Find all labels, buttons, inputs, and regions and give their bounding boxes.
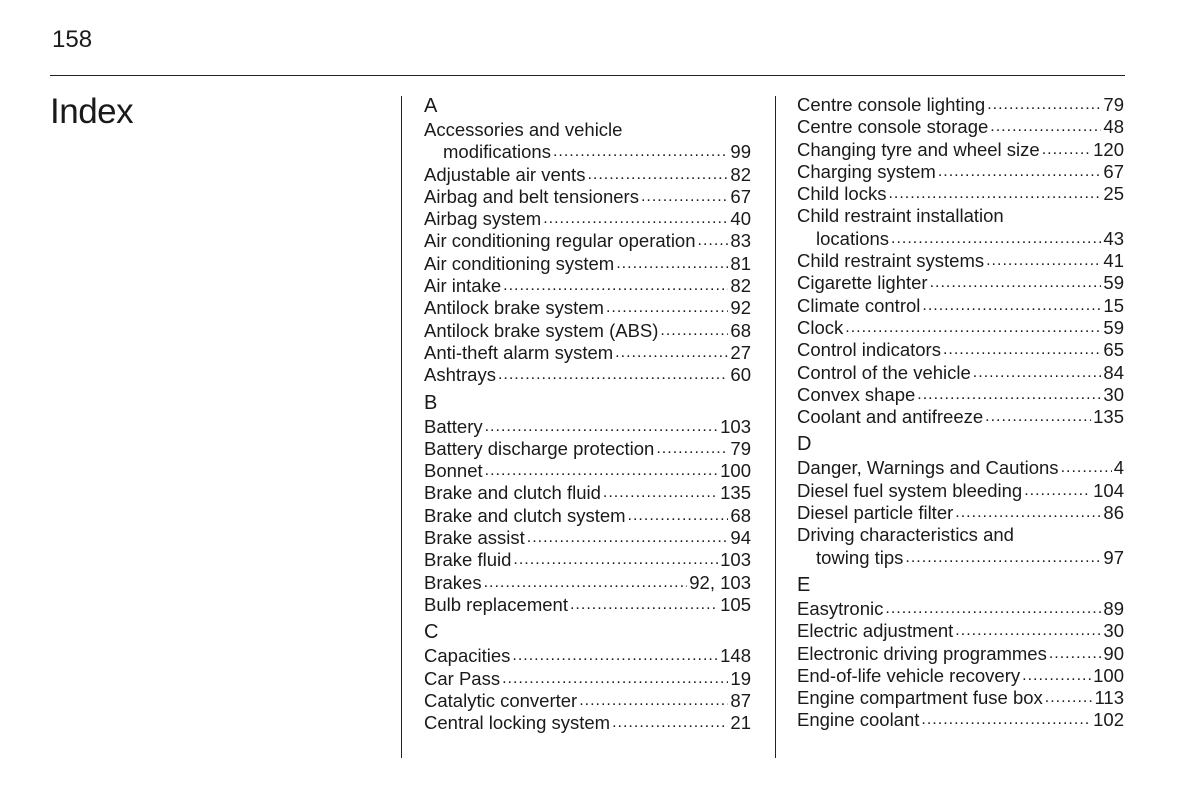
column-divider-right	[775, 96, 776, 758]
index-entry	[424, 141, 751, 163]
entry-label: Electronic driving programmes	[797, 642, 1047, 664]
index-entry	[797, 665, 1124, 687]
entry-label: Child locks	[797, 183, 887, 205]
entry-label: Control indicators	[797, 339, 941, 361]
index-entry	[424, 482, 751, 504]
entry-page-number: 135	[720, 482, 751, 504]
dot-leader	[485, 460, 718, 482]
entry-label: Battery	[424, 415, 483, 437]
index-entry	[424, 527, 751, 549]
entry-page-number: 99	[730, 141, 751, 163]
dot-leader	[987, 94, 1101, 116]
entry-page-number: 148	[720, 645, 751, 667]
entry-page-number: 87	[730, 689, 751, 711]
index-entry	[424, 645, 751, 667]
index-entry	[797, 547, 1124, 569]
dot-leader	[930, 272, 1102, 294]
entry-page-number: 25	[1103, 183, 1124, 205]
entry-label: Diesel fuel system bleeding	[797, 479, 1023, 501]
entry-page-number: 89	[1103, 597, 1124, 619]
entry-label: Electric adjustment	[797, 620, 954, 642]
dot-leader	[512, 645, 718, 667]
entry-page-number: 82	[730, 275, 751, 297]
entry-page-number: 100	[720, 460, 751, 482]
entry-label: Charging system	[797, 160, 936, 182]
index-entry	[797, 524, 1124, 546]
dot-leader	[628, 505, 729, 527]
entry-page-number: 84	[1103, 361, 1124, 383]
dot-leader	[1061, 457, 1112, 479]
entry-page-number: 68	[730, 504, 751, 526]
entry-page-number: 82	[730, 163, 751, 185]
index-entry	[424, 275, 751, 297]
entry-label: Brakes	[424, 571, 482, 593]
section-letter: D	[797, 433, 812, 456]
index-column-2	[797, 94, 1124, 732]
entry-label: Cigarette lighter	[797, 272, 928, 294]
index-entry	[424, 342, 751, 364]
entry-label: Bonnet	[424, 460, 483, 482]
dot-leader	[616, 253, 728, 275]
index-entry	[424, 253, 751, 275]
entry-page-number: 92, 103	[689, 571, 751, 593]
dot-leader	[498, 364, 728, 386]
entry-page-number: 105	[720, 593, 751, 615]
entry-page-number: 4	[1113, 457, 1124, 479]
dot-leader	[985, 406, 1091, 428]
dot-leader	[698, 230, 729, 252]
dot-leader	[917, 384, 1101, 406]
dot-leader	[603, 482, 718, 504]
entry-label: Danger, Warnings and Cautions	[797, 457, 1059, 479]
dot-leader	[484, 572, 688, 594]
entry-label: Brake and clutch system	[424, 504, 626, 526]
dot-leader	[990, 116, 1101, 138]
entry-page-number: 79	[730, 437, 751, 459]
dot-leader	[1024, 480, 1091, 502]
entry-label: Anti-theft alarm system	[424, 341, 614, 363]
index-entry	[424, 186, 751, 208]
dot-leader	[1049, 643, 1102, 665]
entry-page-number: 65	[1103, 339, 1124, 361]
index-entry	[424, 364, 751, 386]
dot-leader	[1042, 139, 1091, 161]
index-entry	[424, 230, 751, 252]
entry-label: Catalytic converter	[424, 689, 578, 711]
section-letter: C	[424, 621, 439, 644]
dot-leader	[513, 549, 718, 571]
index-entry	[797, 480, 1124, 502]
section-letter: A	[424, 95, 438, 117]
dot-leader	[579, 690, 728, 712]
index-entry	[424, 549, 751, 571]
entry-page-number: 15	[1103, 294, 1124, 316]
dot-leader	[973, 362, 1102, 384]
section-letter: E	[797, 573, 811, 596]
dot-leader	[543, 208, 728, 230]
dot-leader	[905, 547, 1101, 569]
entry-page-number: 97	[1103, 546, 1124, 568]
entry-page-number: 59	[1103, 316, 1124, 338]
entry-label: Changing tyre and wheel size	[797, 138, 1040, 160]
page-number: 158	[52, 26, 93, 53]
entry-page-number: 48	[1103, 116, 1124, 138]
dot-leader	[656, 438, 728, 460]
index-entry	[797, 687, 1124, 709]
index-entry	[797, 362, 1124, 384]
dot-leader	[986, 250, 1101, 272]
entry-label: Clock	[797, 316, 844, 338]
entry-label: Brake and clutch fluid	[424, 482, 601, 504]
index-entry	[797, 457, 1124, 479]
dot-leader	[641, 186, 728, 208]
dot-leader	[503, 275, 728, 297]
entry-page-number: 21	[730, 712, 751, 734]
index-entry	[424, 320, 751, 342]
entry-label: Air intake	[424, 275, 502, 297]
index-entry	[797, 598, 1124, 620]
dot-leader	[955, 620, 1101, 642]
header-rule	[50, 75, 1125, 76]
entry-page-number: 86	[1103, 502, 1124, 524]
index-entry	[797, 295, 1124, 317]
entry-page-number: 81	[730, 252, 751, 274]
dot-leader	[485, 416, 719, 438]
index-entry	[424, 164, 751, 186]
entry-page-number: 103	[720, 549, 751, 571]
index-entry	[797, 406, 1124, 428]
entry-page-number: 90	[1103, 642, 1124, 664]
dot-leader	[1022, 665, 1091, 687]
entry-page-number: 92	[730, 297, 751, 319]
entry-page-number: 103	[720, 415, 751, 437]
column-divider-left	[401, 96, 402, 758]
entry-page-number: 59	[1103, 272, 1124, 294]
entry-page-number: 113	[1094, 687, 1124, 709]
index-entry	[797, 183, 1124, 205]
entry-page-number: 67	[1103, 160, 1124, 182]
entry-label: Ashtrays	[424, 364, 496, 386]
dot-leader	[891, 228, 1101, 250]
dot-leader	[527, 527, 729, 549]
dot-leader	[570, 594, 718, 616]
dot-leader	[660, 320, 728, 342]
entry-label: Accessories and vehicle	[424, 119, 623, 140]
entry-page-number: 40	[730, 208, 751, 230]
entry-label: Centre console storage	[797, 116, 989, 138]
entry-page-number: 60	[730, 364, 751, 386]
entry-page-number: 19	[730, 667, 751, 689]
entry-label: Coolant and antifreeze	[797, 406, 984, 428]
entry-page-number: 67	[730, 185, 751, 207]
entry-page-number: 100	[1093, 664, 1124, 686]
entry-label: Air conditioning regular operation	[424, 230, 696, 252]
entry-label: End-of-life vehicle recovery	[797, 664, 1021, 686]
entry-label: Brake assist	[424, 527, 525, 549]
entry-label: Car Pass	[424, 667, 501, 689]
dot-leader	[606, 297, 728, 319]
entry-label: towing tips	[816, 546, 904, 568]
index-entry	[424, 208, 751, 230]
entry-label: Child restraint systems	[797, 250, 985, 272]
index-entry	[424, 712, 751, 734]
index-entry	[797, 272, 1124, 294]
entry-label: Brake fluid	[424, 549, 512, 571]
entry-label: Bulb replacement	[424, 593, 568, 615]
entry-page-number: 41	[1103, 250, 1124, 272]
dot-leader	[921, 709, 1091, 731]
dot-leader	[553, 141, 728, 163]
entry-label: Capacities	[424, 645, 511, 667]
index-entry	[424, 416, 751, 438]
dot-leader	[888, 183, 1101, 205]
entry-page-number: 79	[1103, 94, 1124, 115]
entry-label: Antilock brake system (ABS)	[424, 319, 659, 341]
index-entry	[424, 690, 751, 712]
dot-leader	[943, 339, 1101, 361]
section-letter: B	[424, 391, 438, 414]
entry-page-number: 102	[1093, 709, 1124, 731]
index-column-1	[424, 94, 751, 734]
index-entry	[797, 228, 1124, 250]
index-entry	[424, 119, 751, 141]
index-entry	[797, 161, 1124, 183]
index-entry	[797, 502, 1124, 524]
index-entry	[424, 438, 751, 460]
dot-leader	[938, 161, 1102, 183]
entry-label: Easytronic	[797, 597, 884, 619]
entry-label: Control of the vehicle	[797, 361, 971, 383]
dot-leader	[502, 668, 728, 690]
index-entry	[424, 297, 751, 319]
index-entry	[797, 205, 1124, 227]
entry-page-number: 135	[1093, 406, 1124, 428]
entry-label: Climate control	[797, 294, 921, 316]
dot-leader	[587, 164, 728, 186]
index-entry	[797, 339, 1124, 361]
entry-label: Centre console lighting	[797, 94, 986, 115]
entry-label: Engine compartment fuse box	[797, 687, 1043, 709]
entry-label: locations	[816, 227, 890, 249]
entry-page-number: 94	[730, 527, 751, 549]
entry-label: Child restraint installation	[797, 205, 1004, 227]
entry-label: Engine coolant	[797, 709, 920, 731]
dot-leader	[1045, 687, 1093, 709]
index-entry	[797, 709, 1124, 731]
dot-leader	[612, 712, 728, 734]
entry-label: Driving characteristics and	[797, 524, 1014, 546]
index-entry	[797, 139, 1124, 161]
dot-leader	[922, 295, 1101, 317]
dot-leader	[845, 317, 1101, 339]
page-title: Index	[50, 92, 134, 131]
entry-page-number: 104	[1093, 479, 1124, 501]
index-entry	[797, 643, 1124, 665]
index-entry	[424, 460, 751, 482]
entry-page-number: 27	[730, 341, 751, 363]
dot-leader	[615, 342, 728, 364]
index-entry	[797, 384, 1124, 406]
index-entry	[424, 505, 751, 527]
entry-page-number: 43	[1103, 227, 1124, 249]
entry-label: Central locking system	[424, 712, 611, 734]
entry-label: Diesel particle filter	[797, 502, 954, 524]
index-entry	[797, 620, 1124, 642]
index-entry	[424, 572, 751, 594]
index-entry	[424, 668, 751, 690]
entry-label: Airbag system	[424, 208, 542, 230]
entry-page-number: 120	[1093, 138, 1124, 160]
index-entry	[424, 594, 751, 616]
entry-label: Adjustable air vents	[424, 163, 586, 185]
entry-label: Airbag and belt tensioners	[424, 185, 639, 207]
index-entry	[797, 250, 1124, 272]
entry-label: modifications	[443, 141, 551, 163]
entry-label: Air conditioning system	[424, 252, 615, 274]
dot-leader	[955, 502, 1101, 524]
index-entry	[797, 317, 1124, 339]
entry-label: Battery discharge protection	[424, 437, 655, 459]
entry-page-number: 68	[730, 319, 751, 341]
entry-page-number: 30	[1103, 383, 1124, 405]
dot-leader	[885, 598, 1101, 620]
index-entry	[797, 94, 1124, 116]
entry-label: Antilock brake system	[424, 297, 604, 319]
entry-label: Convex shape	[797, 383, 916, 405]
entry-page-number: 30	[1103, 620, 1124, 642]
index-entry	[797, 116, 1124, 138]
entry-page-number: 83	[730, 230, 751, 252]
